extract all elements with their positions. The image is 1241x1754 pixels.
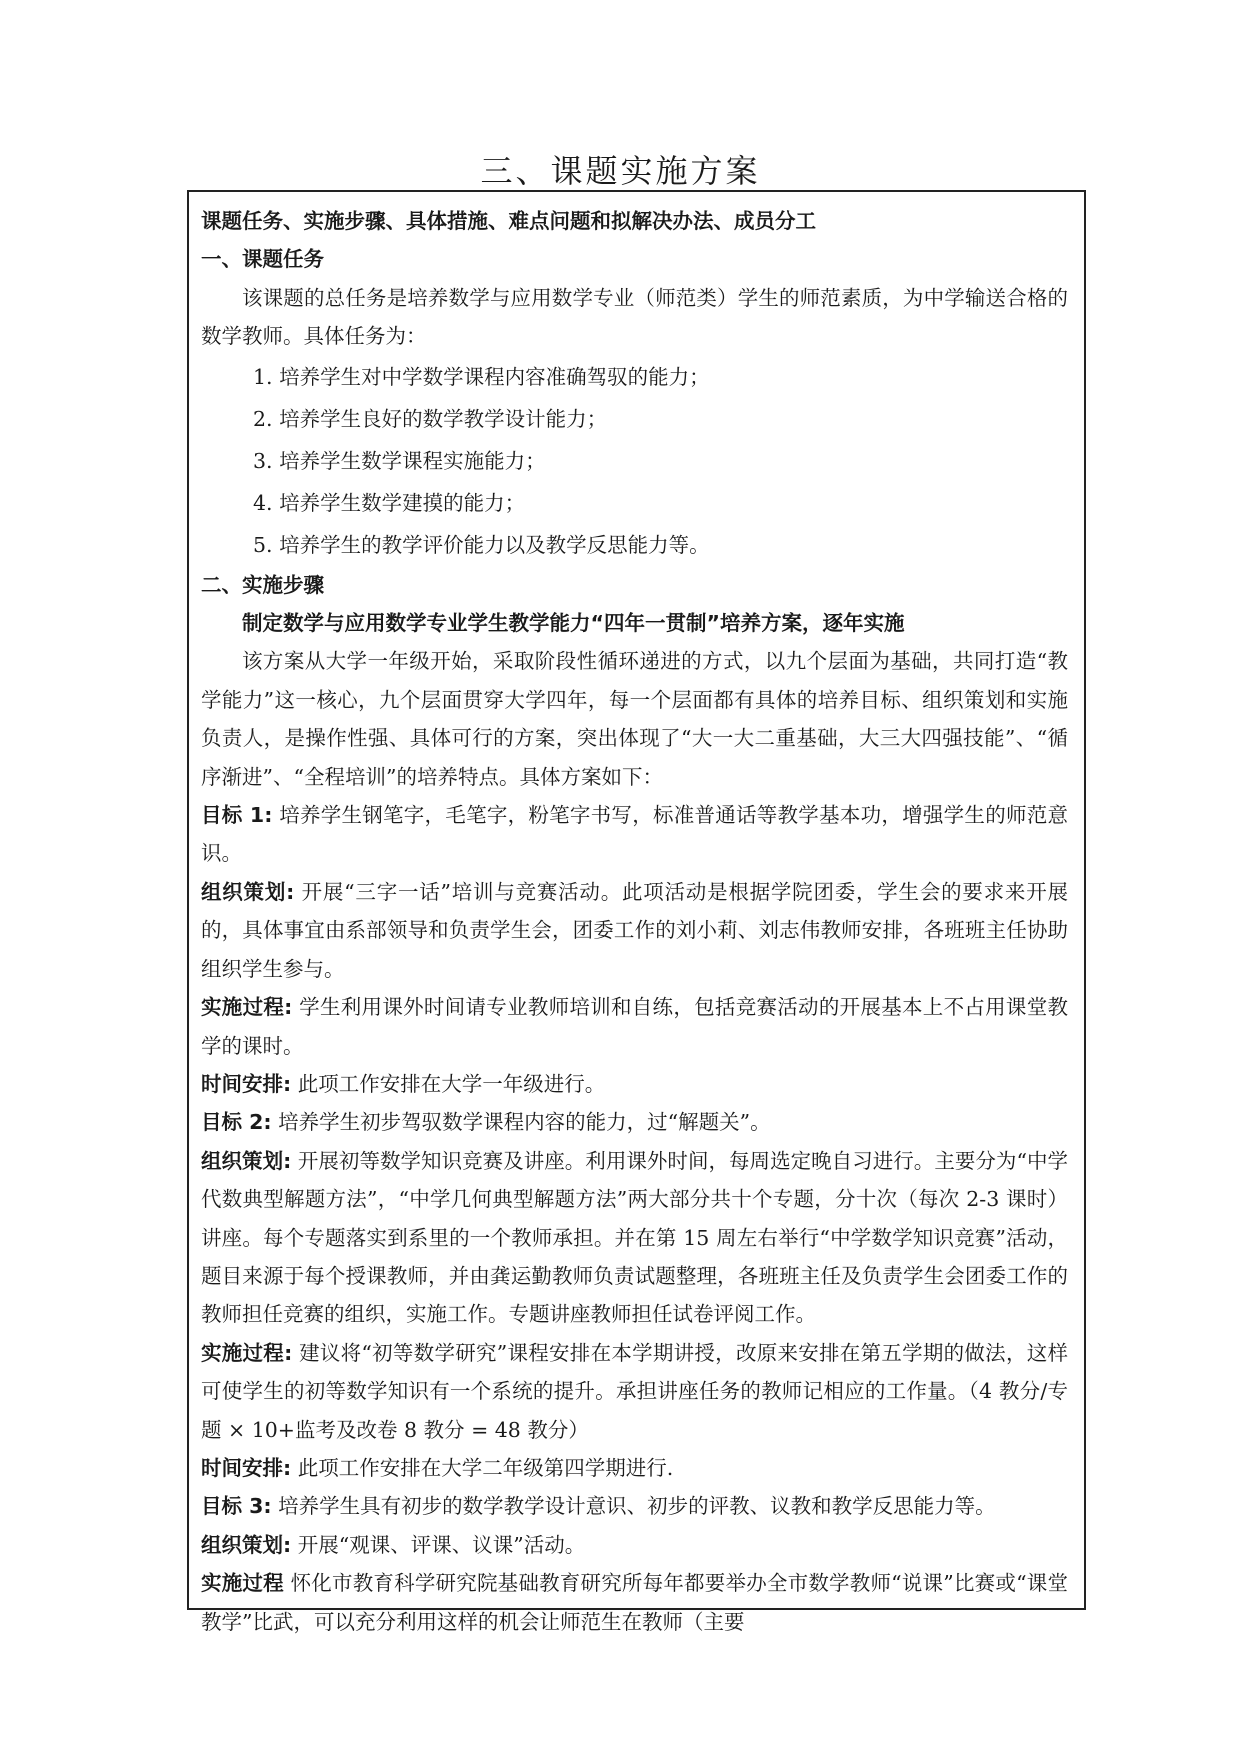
task-item: 2. 培养学生良好的数学教学设计能力；	[253, 406, 608, 431]
task-item: 4. 培养学生数学建摸的能力；	[253, 490, 526, 515]
time-1-text: 此项工作安排在大学一年级进行。	[297, 1071, 606, 1096]
table-header: 课题任务、实施步骤、具体措施、难点问题和拟解决办法、成员分工	[201, 209, 816, 233]
goal-3-text: 培养学生具有初步的数学教学设计意识、初步的评教、议教和教学反思能力等。	[278, 1494, 996, 1519]
section-1-heading: 一、课题任务	[201, 247, 324, 272]
org-1-text: 开展“三字一话”培训与竞赛活动。此项活动是根据学院团委，学生会的要求来开展的，具体事宜由系部领导和负责学生会，团委工作的刘小莉、刘志伟教师安排，各班班主任协助组织学生参与。	[201, 879, 1068, 981]
time-2-text: 此项工作安排在大学二年级第四学期进行.	[297, 1455, 674, 1480]
goal-1	[201, 796, 1068, 873]
proc-3	[201, 1564, 1068, 1641]
proc-3-label: 实施过程	[201, 1571, 284, 1596]
org-1-label: 组织策划:	[201, 879, 295, 904]
section-2-intro: 该方案从大学一年级开始，采取阶段性循环递进的方式，以九个层面为基础，共同打造“教学能力”这一核心，九个层面贯穿大学四年，每一个层面都有具体的培养目标、组织策划和实施负责人，是操作性强、具体可行的方案，突出体现了“大一大二重基础，大三大四强技能”、“循序渐进”、“全程培训”的培养特点。具体方案如下：	[201, 649, 1068, 789]
page-title: 三、课题实施方案	[480, 152, 761, 190]
section-2-subheading: 制定数学与应用数学专业学生教学能力“四年一贯制”培养方案，逐年实施	[242, 611, 905, 636]
task-item: 1. 培养学生对中学数学课程内容准确驾驭的能力；	[253, 364, 710, 389]
goal-2	[201, 1103, 1068, 1141]
section-1-intro: 该课题的总任务是培养数学与应用数学专业（师范类）学生的师范素质，为中学输送合格的数学教师。具体任务为：	[201, 285, 1068, 349]
proc-1-text: 学生利用课外时间请专业教师培训和自练，包括竞赛活动的开展基本上不占用课堂教学的课时。	[201, 995, 1069, 1058]
goal-1-label: 目标 1:	[201, 803, 273, 828]
proc-2	[201, 1334, 1068, 1449]
org-3	[201, 1526, 1068, 1564]
proc-2-label: 实施过程:	[201, 1340, 293, 1365]
proc-3-text: 怀化市教育科学研究院基础教育研究所每年都要举办全市数学教师“说课”比赛或“课堂教学”比武，可以充分利用这样的机会让师范生在教师（主要	[201, 1571, 1068, 1634]
goal-3	[201, 1487, 1068, 1525]
org-3-label: 组织策划:	[201, 1532, 292, 1557]
org-1	[201, 873, 1068, 988]
org-2	[201, 1142, 1068, 1334]
proc-2-text: 建议将“初等数学研究”课程安排在本学期讲授，改原来安排在第五学期的做法，这样可使学生的初等数学知识有一个系统的提升。承担讲座任务的教师记相应的工作量。（4 教分/专题 × 10+监考及改卷 8 教分 = 48 教分）	[201, 1340, 1068, 1442]
task-item: 3. 培养学生数学课程实施能力；	[253, 448, 546, 473]
org-2-label: 组织策划:	[201, 1148, 292, 1173]
plan-table	[187, 190, 1086, 1634]
time-1	[201, 1065, 1068, 1103]
proc-1	[201, 988, 1068, 1065]
time-1-label: 时间安排:	[201, 1071, 292, 1096]
section-2-heading: 二、实施步骤	[201, 572, 324, 597]
org-2-text: 开展初等数学知识竞赛及讲座。利用课外时间，每周选定晚自习进行。主要分为“中学代数典型解题方法”，“中学几何典型解题方法”两大部分共十个专题，分十次（每次 2-3 课时）讲座。每个专题落实到系里的一个教师承担。并在第 15 周左右举行“中学数学知识竞赛”活动，题目来源于每个授课教师，并由龚运勤教师负责试题整理，各班班主任及负责学生会团委工作的教师担任竞赛的组织，实施工作。专题讲座教师担任试卷评阅工作。	[201, 1148, 1068, 1327]
proc-1-label: 实施过程:	[201, 995, 293, 1020]
goal-2-text: 培养学生初步驾驭数学课程内容的能力，过“解题关”。	[278, 1110, 771, 1135]
goal-1-text: 培养学生钢笔字，毛笔字，粉笔字书写，标准普通话等教学基本功，增强学生的师范意识。	[201, 803, 1068, 866]
time-2	[201, 1449, 1068, 1487]
time-2-label: 时间安排:	[201, 1455, 292, 1480]
goal-3-label: 目标 3:	[201, 1494, 272, 1519]
org-3-text: 开展“观课、评课、议课”活动。	[297, 1532, 586, 1557]
task-item: 5. 培养学生的教学评价能力以及教学反思能力等。	[253, 532, 710, 557]
goal-2-label: 目标 2:	[201, 1110, 272, 1135]
plan-content	[189, 192, 1084, 1641]
